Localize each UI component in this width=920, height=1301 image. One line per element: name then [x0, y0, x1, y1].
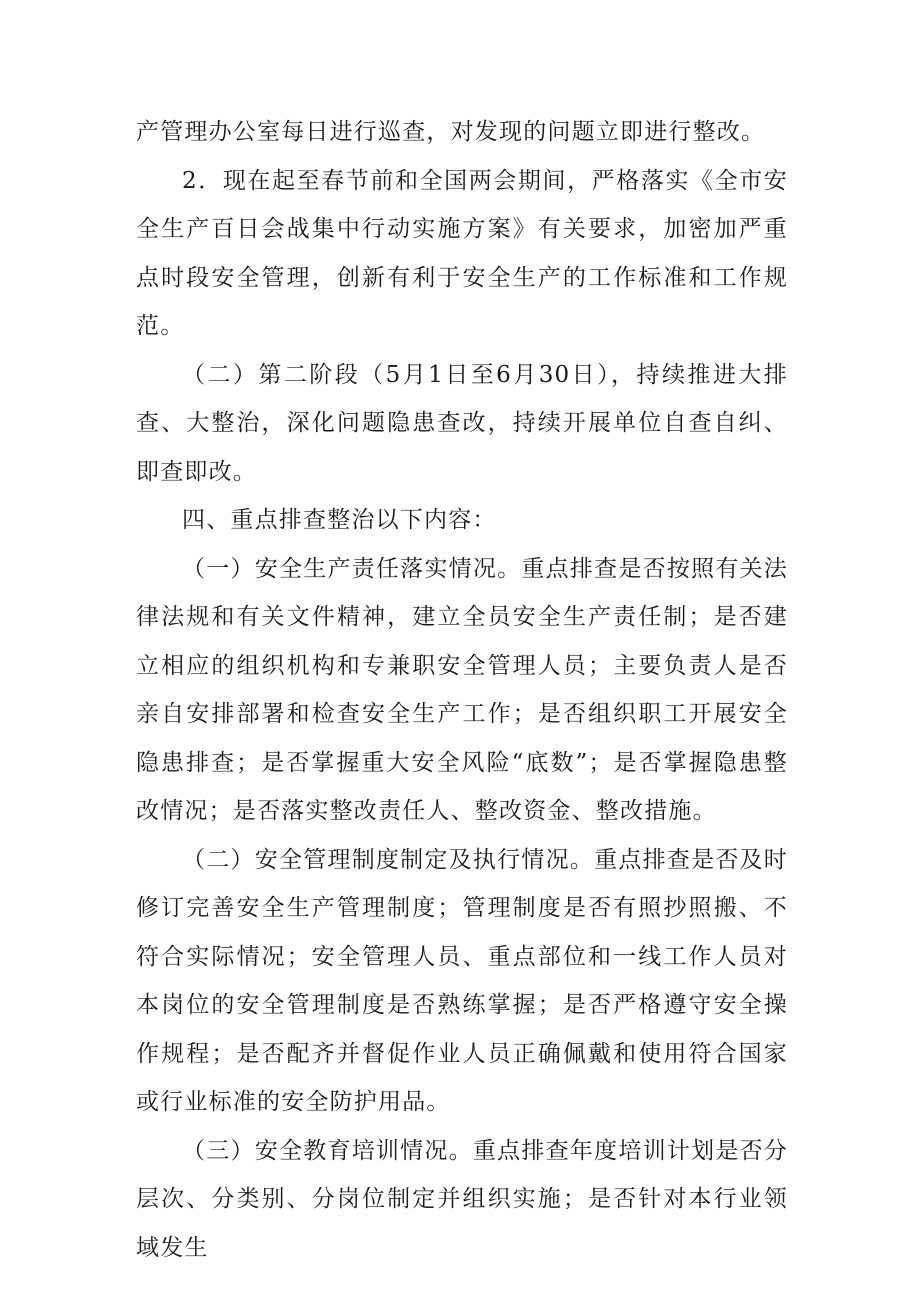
paragraph-continuation: 产管理办公室每日进行巡查，对发现的问题立即进行整改。 — [136, 119, 766, 145]
section-heading-four: 四、重点排查整治以下内容： — [182, 507, 497, 533]
paragraph-item-2: 2．现在起至春节前和全国两会期间，严格落实《全市安全生产百日会战集中行动实施方案》有关要求，加密加严重点时段安全管理，创新有利于安全生产的工作标准和工作规范。 — [136, 167, 788, 339]
paragraph-training: （三）安全教育培训情况。重点排查年度培训计划是否分层次、分类别、分岗位制定并组织实施；是否针对本行业领域发生 — [136, 1137, 788, 1261]
paragraph-responsibility: （一）安全生产责任落实情况。重点排查是否按照有关法律法规和有关文件精神，建立全员安全生产责任制；是否建立相应的组织机构和专兼职安全管理人员；主要负责人是否亲自安排部署和检查安全生产工作；是否组织职工开展安全隐患排查；是否掌握重大安全风险“底数”；是否掌握隐患整改情况；是否落实整改责任人、整改资金、整改措施。 — [136, 555, 788, 824]
document-body — [136, 108, 788, 1272]
paragraph-stage-two: （二）第二阶段（5月1日至6月30日），持续推进大排查、大整治，深化问题隐患查改，持续开展单位自查自纠、即查即改。 — [136, 361, 788, 485]
paragraph-management-system: （二）安全管理制度制定及执行情况。重点排查是否及时修订完善安全生产管理制度；管理制度是否有照抄照搬、不符合实际情况；安全管理人员、重点部位和一线工作人员对本岗位的安全管理制度是否熟练掌握；是否严格遵守安全操作规程；是否配齐并督促作业人员正确佩戴和使用符合国家或行业标准的安全防护用品。 — [136, 846, 788, 1115]
